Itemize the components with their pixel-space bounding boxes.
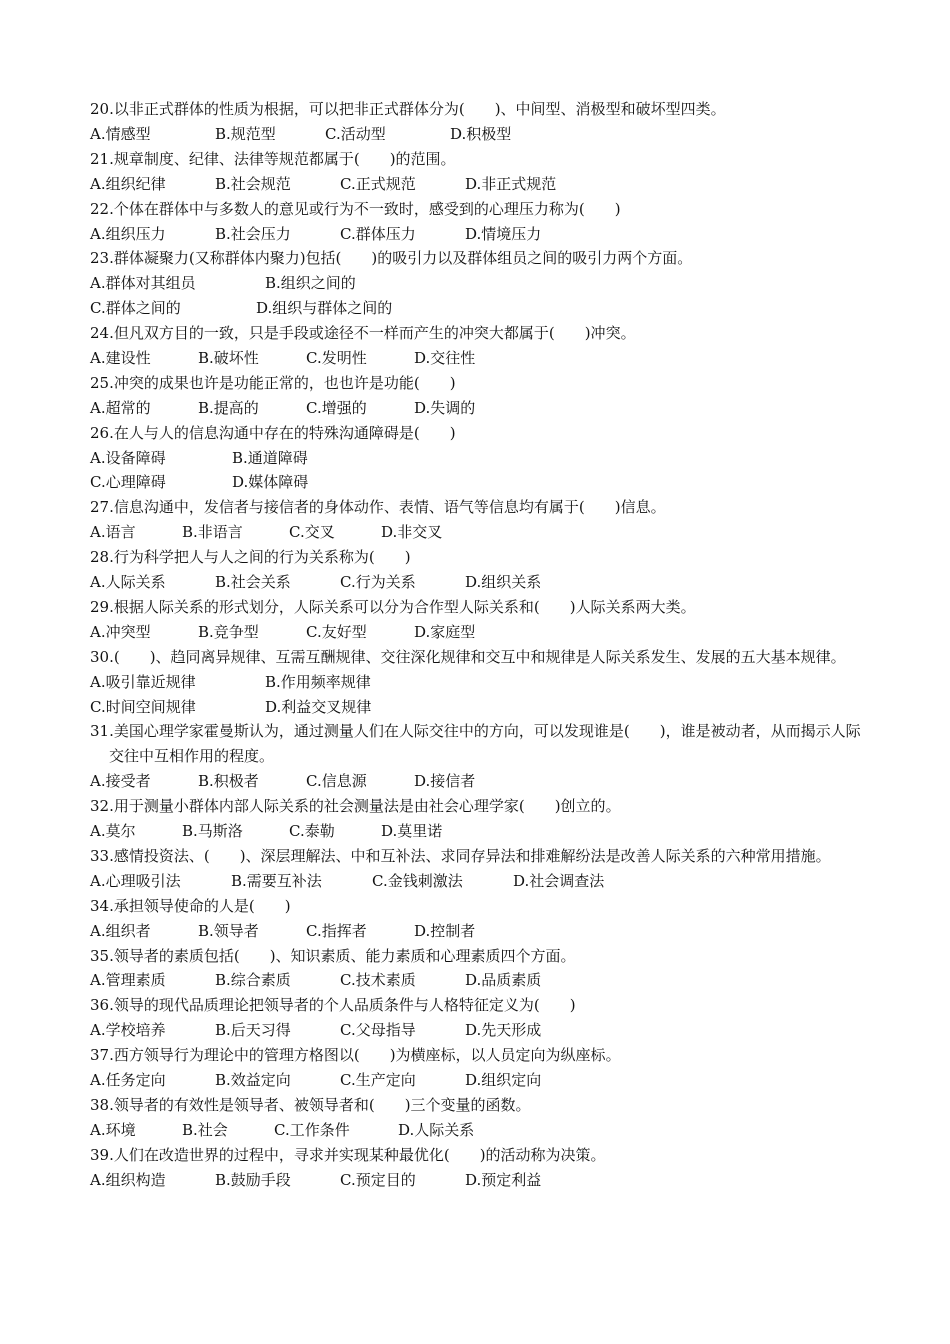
option-a: A.人际关系 [90,573,166,592]
option-c: C.友好型 [306,622,367,641]
option-c: C.信息源 [306,772,367,791]
options-row [90,1068,870,1093]
exam-page [90,97,870,1193]
options-row [90,968,870,993]
option-d: D.情境压力 [465,224,542,243]
option-c: C.预定目的 [340,1170,416,1189]
option-b: B.社会压力 [215,224,291,243]
option-c: C.心理障碍 [90,473,166,492]
options-row [90,670,870,695]
option-a: A.接受者 [90,772,151,791]
option-d: D.利益交叉规律 [265,697,372,716]
option-d: D.组织定向 [465,1071,542,1090]
option-c: C.生产定向 [340,1071,416,1090]
option-c: C.泰勒 [289,822,335,841]
question-stem: 25.冲突的成果也许是功能正常的，也也许是功能( ) [90,373,456,392]
options-row [90,396,870,421]
option-a: A.任务定向 [90,1071,166,1090]
question-stem: 31.美国心理学家霍曼斯认为，通过测量人们在人际交往中的方向，可以发现谁是( )，谁是被动者，从而揭示人际交往中互相作用的程度。 [90,722,861,766]
question-stem: 21.规章制度、纪律、法律等规范都属于( )的范围。 [90,149,456,168]
question-stem: 37.西方领导行为理论中的管理方格图以( )为横座标，以人员定向为纵座标。 [90,1046,621,1065]
option-b: B.后天习得 [215,1021,291,1040]
option-a: A.情感型 [90,124,151,143]
option-a: A.冲突型 [90,622,151,641]
options-row [90,222,870,247]
option-b: B.积极者 [198,772,259,791]
option-d: D.接信者 [414,772,476,791]
question-stem: 26.在人与人的信息沟通中存在的特殊沟通障碍是( ) [90,423,456,442]
question-stem: 34.承担领导使命的人是( ) [90,896,291,915]
options-row [90,172,870,197]
option-b: B.规范型 [215,124,276,143]
options-row [90,620,870,645]
option-b: B.马斯洛 [182,822,243,841]
option-b: B.社会规范 [215,174,291,193]
options-row [90,919,870,944]
option-c: C.父母指导 [340,1021,416,1040]
option-a: A.学校培养 [90,1021,166,1040]
options-row [90,520,870,545]
option-b: B.通道障碍 [232,448,308,467]
option-d: D.组织与群体之间的 [256,299,393,318]
question-stem: 24.但凡双方目的一致，只是手段或途径不一样而产生的冲突大都属于( )冲突。 [90,324,636,343]
options-row [90,296,870,321]
option-b: B.效益定向 [215,1071,291,1090]
option-c: C.正式规范 [340,174,416,193]
option-a: A.心理吸引法 [90,871,181,890]
option-d: D.非正式规范 [465,174,557,193]
option-a: A.设备障碍 [90,448,166,467]
option-d: D.交往性 [414,348,476,367]
option-d: D.媒体障碍 [232,473,309,492]
option-c: C.指挥者 [306,921,367,940]
option-a: A.组织构造 [90,1170,166,1189]
option-b: B.破坏性 [198,348,259,367]
option-a: A.群体对其组员 [90,274,196,293]
option-b: B.领导者 [198,921,259,940]
option-c: C.技术素质 [340,971,416,990]
option-c: C.金钱刺激法 [372,871,463,890]
option-a: A.管理素质 [90,971,166,990]
option-b: B.组织之间的 [265,274,356,293]
options-row [90,122,870,147]
options-row [90,869,870,894]
option-d: D.家庭型 [414,622,476,641]
option-b: B.社会 [182,1120,228,1139]
options-row [90,695,870,720]
option-d: D.失调的 [414,398,476,417]
question-stem: 27.信息沟通中，发信者与接信者的身体动作、表情、语气等信息均有属于( )信息。 [90,498,666,517]
question-stem: 38.领导者的有效性是领导者、被领导者和( )三个变量的函数。 [90,1095,531,1114]
option-c: C.交叉 [289,523,335,542]
question-stem: 36.领导的现代品质理论把领导者的个人品质条件与人格特征定义为( ) [90,996,576,1015]
option-a: A.环境 [90,1120,136,1139]
option-d: D.组织关系 [465,573,542,592]
option-a: A.组织者 [90,921,151,940]
option-c: C.时间空间规律 [90,697,196,716]
option-d: D.品质素质 [465,971,542,990]
option-a: A.吸引靠近规律 [90,672,196,691]
option-c: C.活动型 [325,124,386,143]
option-d: D.社会调查法 [513,871,605,890]
option-b: B.社会关系 [215,573,291,592]
question-stem: 20.以非正式群体的性质为根据，可以把非正式群体分为( )、中间型、消极型和破坏型四类。 [90,100,726,118]
options-row [90,769,870,794]
options-row [90,470,870,495]
option-c: C.发明性 [306,348,367,367]
question-stem: 23.群体凝聚力(又称群体内聚力)包括( )的吸引力以及群体组员之间的吸引力两个方面。 [90,249,693,268]
question-stem: 39.人们在改造世界的过程中，寻求并实现某种最优化( )的活动称为决策。 [90,1145,606,1164]
options-row [90,819,870,844]
options-row [90,1018,870,1043]
question-stem: 32.用于测量小群体内部人际关系的社会测量法是由社会心理学家( )创立的。 [90,797,621,816]
option-d: D.控制者 [414,921,476,940]
options-row [90,346,870,371]
option-d: D.积极型 [450,124,512,143]
option-d: D.先天形成 [465,1021,542,1040]
option-d: D.非交叉 [381,523,443,542]
question-stem: 35.领导者的素质包括( )、知识素质、能力素质和心理素质四个方面。 [90,946,576,965]
question-stem: 29.根据人际关系的形式划分，人际关系可以分为合作型人际关系和( )人际关系两大类。 [90,597,696,616]
option-b: B.提高的 [198,398,259,417]
option-a: A.语言 [90,523,136,542]
options-row [90,271,870,296]
option-b: B.综合素质 [215,971,291,990]
option-c: C.行为关系 [340,573,416,592]
option-d: D.莫里诺 [381,822,443,841]
option-d: D.人际关系 [398,1120,475,1139]
option-a: A.莫尔 [90,822,136,841]
option-a: A.建设性 [90,348,151,367]
question-stem: 22.个体在群体中与多数人的意见或行为不一致时，感受到的心理压力称为( ) [90,199,621,218]
option-b: B.鼓励手段 [215,1170,291,1189]
option-c: C.群体压力 [340,224,416,243]
options-row [90,446,870,471]
option-a: A.超常的 [90,398,151,417]
question-stem: 28.行为科学把人与人之间的行为关系称为( ) [90,548,411,567]
option-b: B.作用频率规律 [265,672,371,691]
options-row [90,1118,870,1143]
option-d: D.预定利益 [465,1170,542,1189]
option-c: C.工作条件 [274,1120,350,1139]
option-b: B.非语言 [182,523,243,542]
options-row [90,570,870,595]
option-c: C.增强的 [306,398,367,417]
option-b: B.竞争型 [198,622,259,641]
question-stem: 33.感情投资法、( )、深层理解法、中和互补法、求同存异法和排难解纷法是改善人际关系的六种常用措施。 [90,846,831,865]
option-c: C.群体之间的 [90,299,181,318]
options-row [90,1168,870,1193]
option-a: A.组织纪律 [90,174,166,193]
question-stem: 30.( )、趋同离异规律、互需互酬规律、交往深化规律和交互中和规律是人际关系发生、发展的五大基本规律。 [90,647,846,666]
option-a: A.组织压力 [90,224,166,243]
option-b: B.需要互补法 [231,871,322,890]
